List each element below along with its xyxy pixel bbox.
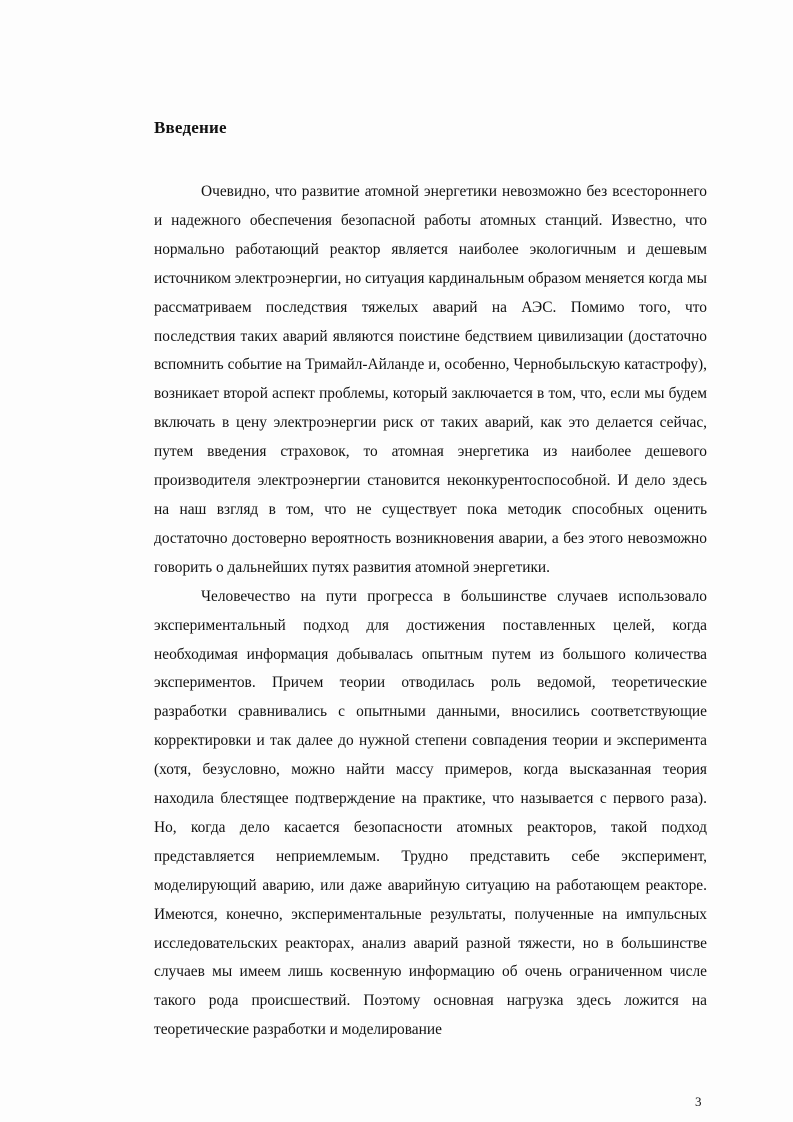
- paragraph: Очевидно, что развитие атомной энергетики невозможно без всестороннего и надежного обеспечения безопасной работы атомных станций. Известно, что нормально работающий реактор является наиболее экологичным и дешевым источником электроэнергии, но ситуация кардинальным образом меняется когда мы рассматриваем последствия тяжелых аварий на АЭС. Помимо того, что последствия таких аварий являются поистине бедствием цивилизации (достаточно вспомнить событие на Тримайл-Айланде и, особенно, Чернобыльскую катастрофу), возникает второй аспект проблемы, который заключается в том, что, если мы будем включать в цену электроэнергии риск от таких аварий, как это делается сейчас, путем введения страховок, то атомная энергетика из наиболее дешевого производителя электроэнергии становится неконкурентоспособной. И дело здесь на наш взгляд в том, что не существует пока методик способных оценить достаточно достоверно вероятность возникновения аварии, а без этого невозможно говорить о дальнейших путях развития атомной энергетики.: [154, 183, 707, 576]
- section-heading: Введение: [154, 118, 227, 137]
- body-text: [154, 178, 707, 1045]
- page-number: 3: [695, 1094, 702, 1109]
- paragraph: Человечество на пути прогресса в большинстве случаев использовало экспериментальный подход для достижения поставленных целей, когда необходимая информация добывалась опытным путем из большого количества экспериментов. Причем теории отводилась роль ведомой, теоретические разработки сравнивались с опытными данными, вносились соответствующие корректировки и так далее до нужной степени совпадения теории и эксперимента (хотя, безусловно, можно найти массу примеров, когда высказанная теория находила блестящее подтверждение на практике, что называется с первого раза). Но, когда дело касается безопасности атомных реакторов, такой подход представляется неприемлемым. Трудно представить себе эксперимент, моделирующий аварию, или даже аварийную ситуацию на работающем реакторе. Имеются, конечно, экспериментальные результаты, полученные на импульсных исследовательских реакторах, анализ аварий разной тяжести, но в большинстве случаев мы имеем лишь косвенную информацию об очень ограниченном числе такого рода происшествий. Поэтому основная нагрузка здесь ложится на теоретические разработки и моделирование: [154, 587, 707, 1039]
